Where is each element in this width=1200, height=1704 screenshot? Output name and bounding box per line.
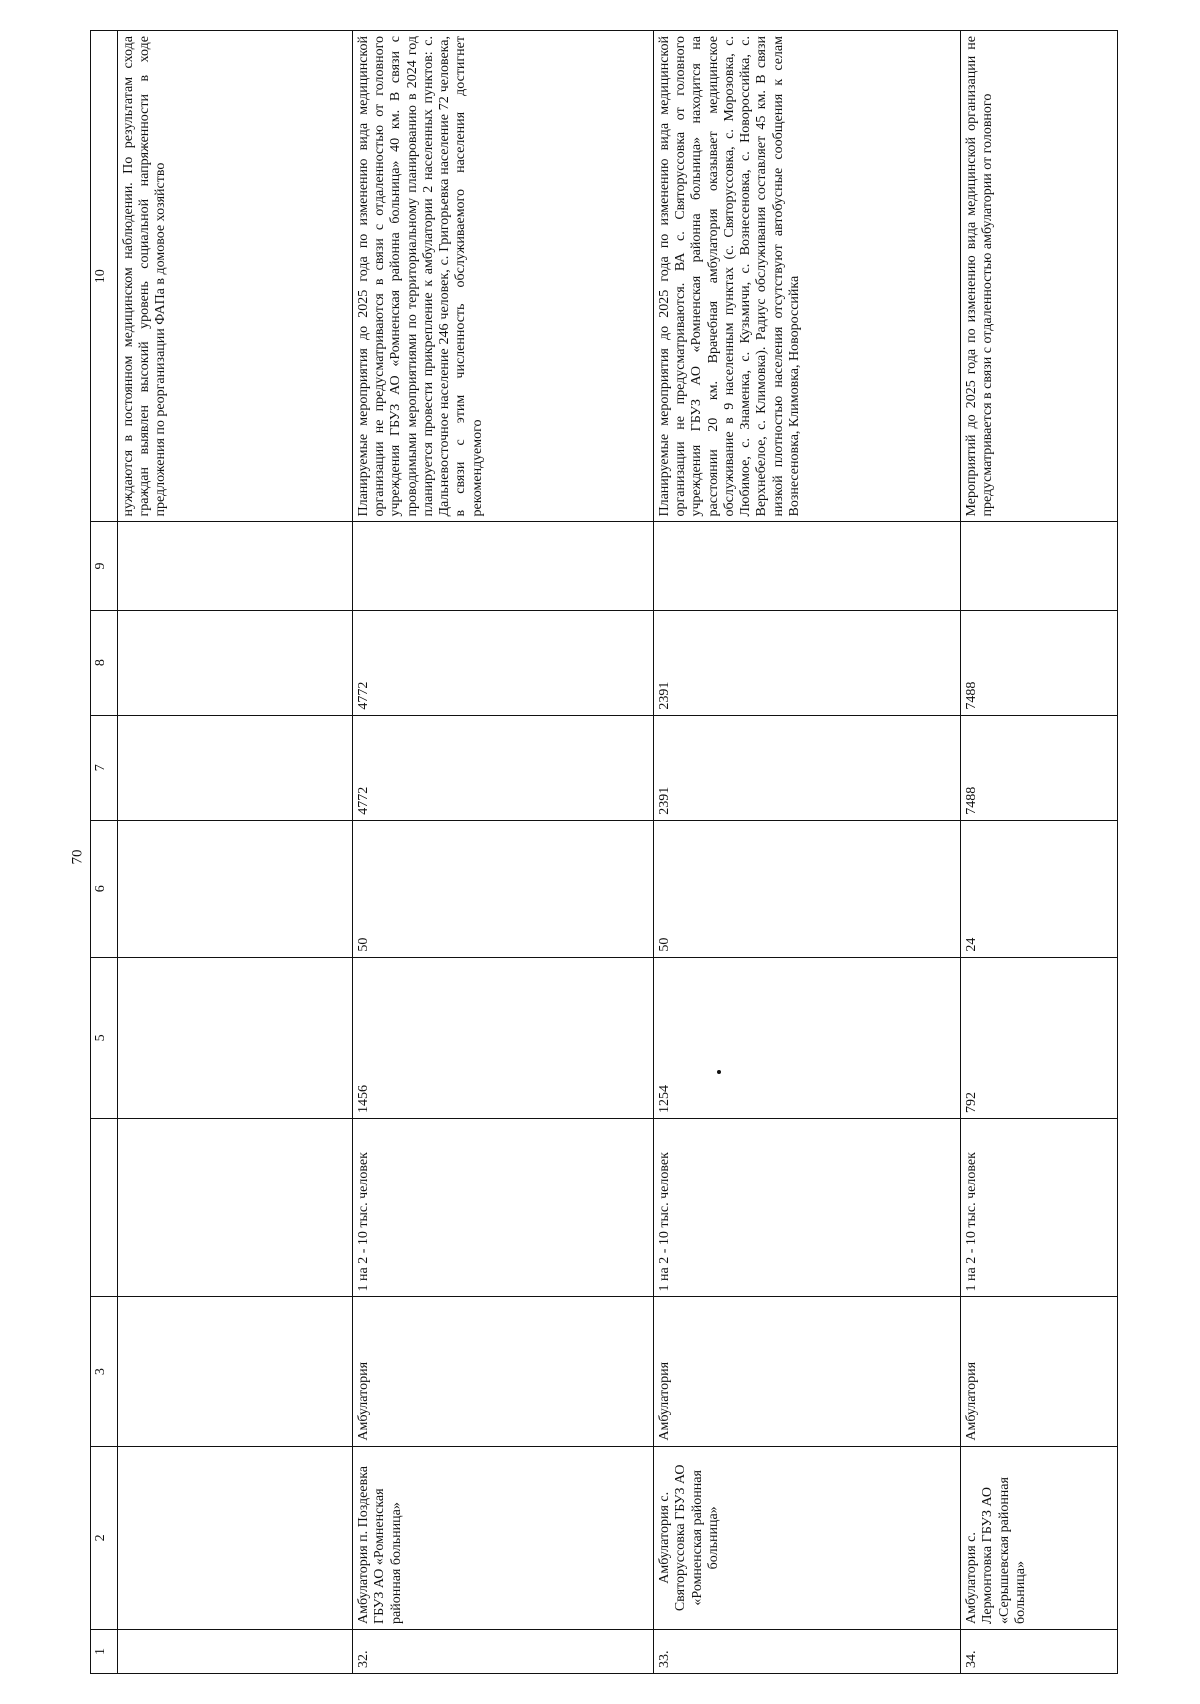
col-header-3: 3 <box>91 1297 118 1446</box>
cell-empty <box>118 1630 353 1674</box>
table-row <box>353 31 654 1674</box>
col-header-10: 10 <box>91 31 118 523</box>
value-col-8: 7488 <box>961 610 1118 715</box>
facility-name: Амбулатория с. Святоруссовка ГБУЗ АО «Ромненская районная больница» <box>654 1446 961 1629</box>
facility-type: Амбулатория <box>654 1297 961 1446</box>
planned-measures-note: Мероприятий до 2025 года по изменению вида медицинской организации не предусматривается в связи с отдаленностью амбулатории от головного <box>961 31 1118 523</box>
row-number: 34. <box>961 1630 1118 1674</box>
page-number: 70 <box>69 849 86 865</box>
continuation-note: нуждаются в постоянном медицинском наблюдении. По результатам схода граждан выявлен высокий уровень социальной напряженности в ходе предложения по реорганизации ФАПа в домовое хозяйство <box>118 31 353 523</box>
row-number: 32. <box>353 1630 654 1674</box>
cell-empty <box>118 1119 353 1297</box>
col-header-7: 7 <box>91 715 118 820</box>
table-row <box>654 31 961 1674</box>
col-header-2: 2 <box>91 1446 118 1629</box>
facility-type: Амбулатория <box>961 1297 1118 1446</box>
facility-norm: 1 на 2 - 10 тыс. человек <box>961 1119 1118 1297</box>
row-number: 33. <box>654 1630 961 1674</box>
facility-name: Амбулатория с. Лермонтовка ГБУЗ АО «Серышевская районная больница» <box>961 1446 1118 1629</box>
cell-empty <box>118 820 353 957</box>
value-col-9 <box>654 522 961 610</box>
col-header-8: 8 <box>91 610 118 715</box>
col-header-4 <box>91 1119 118 1297</box>
cell-empty <box>118 957 353 1118</box>
value-col-5: 1456 <box>353 957 654 1118</box>
col-header-6: 6 <box>91 820 118 957</box>
planned-measures-note: Планируемые мероприятия до 2025 года по изменению вида медицинской организации не предусматриваются. ВА с. Святоруссовка от головного учреждения ГБУЗ АО «Ромненская районна больница» находится на расстоянии 20 км. Врачебная амбулатория оказывает медицинское обслуживание в 9 населенным пунктах (с. Святоруссовка, с. Морозовка, с. Любимое, с. Знаменка, с. Кузьмичи, с. Вознесеновка, с. Новороссийка, с. Верхнебелое, с. Климовка). Радиус обслуживания составляет 45 км. В связи низкой плотностью населения отсутствуют автобусные сообщения к селам Вознесеновка, Климовка, Новороссийка <box>654 31 961 523</box>
value-col-7: 4772 <box>353 715 654 820</box>
table-row-continuation <box>118 31 353 1674</box>
value-col-6: 50 <box>353 820 654 957</box>
value-col-9 <box>353 522 654 610</box>
col-header-1: 1 <box>91 1630 118 1674</box>
column-number-header-row <box>91 31 118 1674</box>
cell-empty <box>118 715 353 820</box>
medical-facilities-table <box>90 30 1118 1674</box>
planned-measures-note: Планируемые мероприятия до 2025 года по изменению вида медицинской организации не предусматриваются в связи с отдаленностью от головного учреждения ГБУЗ АО «Ромненская районна больница» 40 км. В связи с проводимыми мероприятиями по территориальному планированию в 2024 год планируется провести прикрепление к амбулатории 2 населенных пунктов: с. Дальневосточное население 246 человек, с. Григорьевка население 72 человека, в связи с этим численность обслуживаемого населения достигнет рекомендуемого <box>353 31 654 523</box>
medical-facilities-table-sheet <box>90 30 1110 1674</box>
cell-empty <box>118 522 353 610</box>
facility-norm: 1 на 2 - 10 тыс. человек <box>654 1119 961 1297</box>
table-row <box>961 31 1118 1674</box>
value-col-7: 2391 <box>654 715 961 820</box>
value-col-6: 50 <box>654 820 961 957</box>
col-header-9: 9 <box>91 522 118 610</box>
value-col-5 <box>654 957 961 1118</box>
col-header-5: 5 <box>91 957 118 1118</box>
facility-norm: 1 на 2 - 10 тыс. человек <box>353 1119 654 1297</box>
cell-empty <box>118 1446 353 1629</box>
value-col-8: 2391 <box>654 610 961 715</box>
value-col-5-text: 1254 <box>657 1085 672 1114</box>
value-col-8: 4772 <box>353 610 654 715</box>
scan-speck-mark <box>717 1070 721 1074</box>
value-col-5: 792 <box>961 957 1118 1118</box>
facility-type: Амбулатория <box>353 1297 654 1446</box>
cell-empty <box>118 610 353 715</box>
value-col-6: 24 <box>961 820 1118 957</box>
value-col-7: 7488 <box>961 715 1118 820</box>
cell-empty <box>118 1297 353 1446</box>
value-col-9 <box>961 522 1118 610</box>
facility-name: Амбулатория п. Поздеевка ГБУЗ АО «Ромненская районная больница» <box>353 1446 654 1629</box>
